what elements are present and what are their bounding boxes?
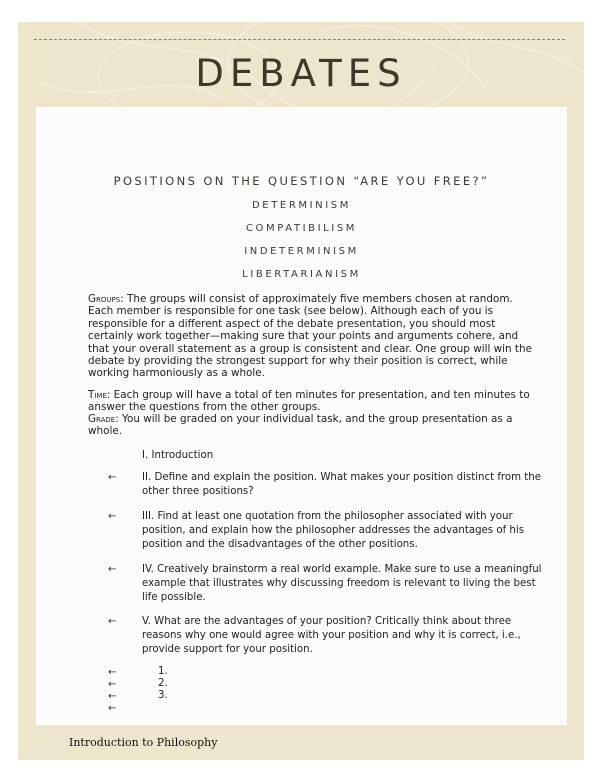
content-panel (36, 107, 567, 725)
left-arrow-icon: ← (108, 679, 117, 690)
left-arrow-icon: ← (108, 703, 117, 714)
grade-text: You will be graded on your individual task, and the group presentation as a whole. (88, 413, 513, 438)
task-introduction: I. Introduction (142, 450, 214, 461)
position-indeterminism: INDETERMINISM (244, 246, 359, 257)
left-arrow-icon: ← (108, 472, 117, 483)
time-label: Time: (88, 389, 111, 401)
left-arrow-icon: ← (108, 511, 117, 522)
footer-course-name: Introduction to Philosophy (69, 736, 218, 749)
groups-paragraph (88, 293, 533, 380)
position-determinism: DETERMINISM (252, 200, 351, 211)
left-arrow-icon: ← (108, 564, 117, 575)
groups-label: Groups: (88, 293, 124, 305)
grade-paragraph (88, 413, 533, 438)
grade-label: Grade: (88, 413, 119, 425)
dashed-rule (34, 39, 565, 40)
header-background (18, 22, 584, 760)
task-quotation: III. Find at least one quotation from the philosopher associated with your position, and explain how the philosopher addresses the advantages of his position and the disadvantages of the other positions. (142, 511, 525, 551)
task-example: IV. Creatively brainstorm a real world example. Make sure to use a meaningful example that illustrates why discussing freedom is relevant to living the best life possible. (142, 564, 542, 604)
time-text: Each group will have a total of ten minutes for presentation, and ten minutes to answer the questions from the other groups. (88, 389, 530, 414)
task-define: II. Define and explain the position. What makes your position distinct from the other three positions? (142, 472, 541, 498)
left-arrow-icon: ← (108, 691, 117, 702)
position-compatibilism: COMPATIBILISM (245, 223, 358, 234)
reason-number-2: 2. (158, 678, 168, 689)
left-arrow-icon: ← (108, 616, 117, 627)
time-paragraph (88, 389, 533, 414)
position-libertarianism: LIBERTARIANISM (242, 269, 361, 280)
left-arrow-icon: ← (108, 667, 117, 678)
reason-number-3: 3. (158, 690, 168, 701)
task-advantages: V. What are the advantages of your position? Critically think about three reasons why one would agree with your position and why it is correct, i.e., provide support for your position. (142, 616, 521, 656)
page-title: DEBATES (195, 52, 407, 95)
positions-heading: POSITIONS ON THE QUESTION “ARE YOU FREE?” (113, 174, 490, 188)
groups-text: The groups will consist of approximately five members chosen at random. Each member is responsible for one task (see below). Although each of you is responsible for a different aspect of the debate presentation, you should most certainly work together—making sure that your points and arguments cohere, and that your overall statement as a group is consistent and clear. One group will win the debate by providing the strongest support for why their position is correct, while working harmoniously as a whole. (88, 293, 532, 380)
reason-number-1: 1. (158, 666, 168, 677)
